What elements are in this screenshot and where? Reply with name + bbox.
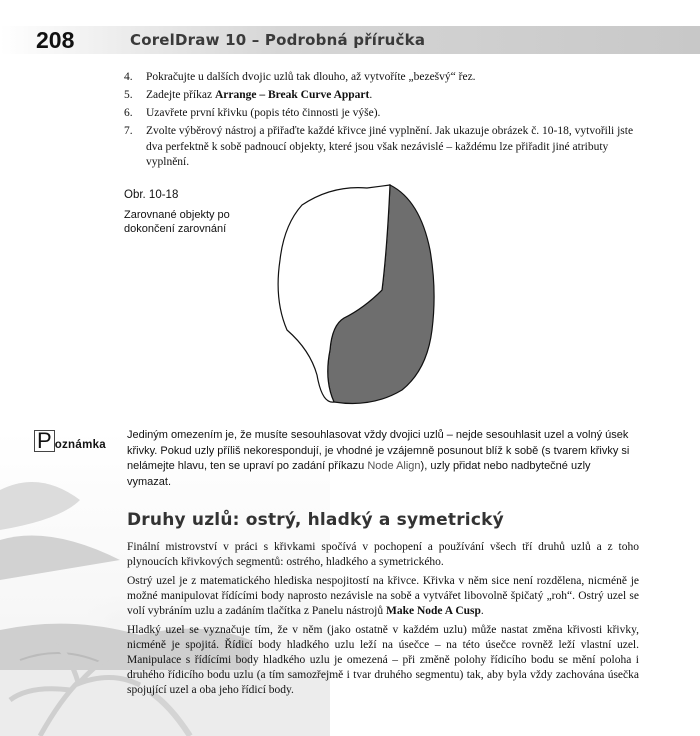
list-item	[124, 124, 639, 171]
list-item	[124, 70, 639, 86]
step-text: Pokračujte u dalších dvojic uzlů tak dlouho, až vytvoříte „bezešvý“ řez.	[146, 71, 476, 83]
list-item	[124, 106, 639, 122]
step-number: 4.	[124, 71, 133, 83]
list-item	[124, 88, 639, 104]
running-title: CorelDraw 10 – Podrobná příručka	[130, 31, 426, 49]
command-keyword: Node Align	[367, 460, 421, 472]
figure-caption	[124, 188, 244, 236]
aligned-shapes-figure	[272, 180, 442, 412]
paragraph: Finální mistrovství v práci s křivkami spočívá v pochopení a používání všech tří druhů uzlů a z toho plynoucích křivkových segmentů: ostrého, hladkého a symetrického.	[127, 541, 639, 568]
note-label-initial: P	[34, 430, 55, 452]
step-number: 5.	[124, 89, 133, 101]
paragraph-part: .	[480, 605, 484, 617]
step-text: .	[369, 89, 373, 101]
note-label	[34, 430, 106, 453]
note-text-part: ), uzly přidat nebo nadbytečné uzly vymazat.	[127, 460, 591, 488]
paragraph-part: Ostrý uzel je z matematického hlediska nespojitostí na křivce. Křivka v něm sice není rozdělena, nicméně je možné manipulovat řídícími body naprosto nezávisle na sobě a vytvářet libovolně špičatý „roh“. Ostrý uzel se volí vybráním uzlu a zadáním tlačítka z Panelu nástrojů	[127, 575, 639, 617]
steps-list	[124, 70, 639, 173]
step-number: 7.	[124, 125, 133, 137]
note-text	[127, 428, 637, 490]
command-name: Make Node A Cusp	[386, 605, 481, 617]
page-number: 208	[36, 27, 75, 53]
section-heading: Druhy uzlů: ostrý, hladký a symetrický	[127, 510, 504, 530]
note-label-rest: oznámka	[54, 439, 106, 451]
step-text: Zvolte výběrový nástroj a přiřaďte každé křivce jiné vyplnění. Jak ukazuje obrázek č. 10-18, vytvořili jste dva perfektně k sobě padnoucí objekty, které jsou však nezávislé – každému lze přiřadit jiné atributy vyplnění.	[146, 125, 634, 168]
figure-caption-text: Zarovnané objekty po dokončení zarovnání	[124, 209, 230, 235]
paragraph: Hladký uzel se vyznačuje tím, že v něm (jako ostatně v každém uzlu) může nastat změna křivosti křivky, nicméně je spojitá. Řídicí body hladkého uzlu leží na úsečce – na této úsečce rovněž leží vlastní uzel. Manipulace s řídícími body hladkého uzlu je omezená – při změně polohy řídicího bodu se mění poloha i druhého řídicího bodu uzlu (a tím samozřejmě i tvar druhého segmentu) tak, aby byla vždy zachována úsečka spojující uzel a oba jeho řídicí body.	[127, 624, 639, 696]
section-body	[127, 540, 639, 702]
note-text-part: Jediným omezením je, že musíte sesouhlasovat vždy dvojici uzlů – nejde sesouhlasit uzel a volný úsek křivky. Pokud uzly příliš nekorespondují, je vhodné je vzájemně posunout blíž k sobě (s tvarem křivky si nelámejte hlavu, ten se upraví po zadání příkazu	[127, 429, 630, 472]
command-name: Arrange – Break Curve Appart	[214, 89, 370, 101]
paragraph	[127, 574, 639, 619]
step-text: Zadejte příkaz	[146, 89, 215, 101]
figure-number: Obr. 10-18	[124, 189, 179, 201]
step-text: Uzavřete první křivku (popis této činnosti je výše).	[146, 107, 381, 119]
step-number: 6.	[124, 107, 133, 119]
